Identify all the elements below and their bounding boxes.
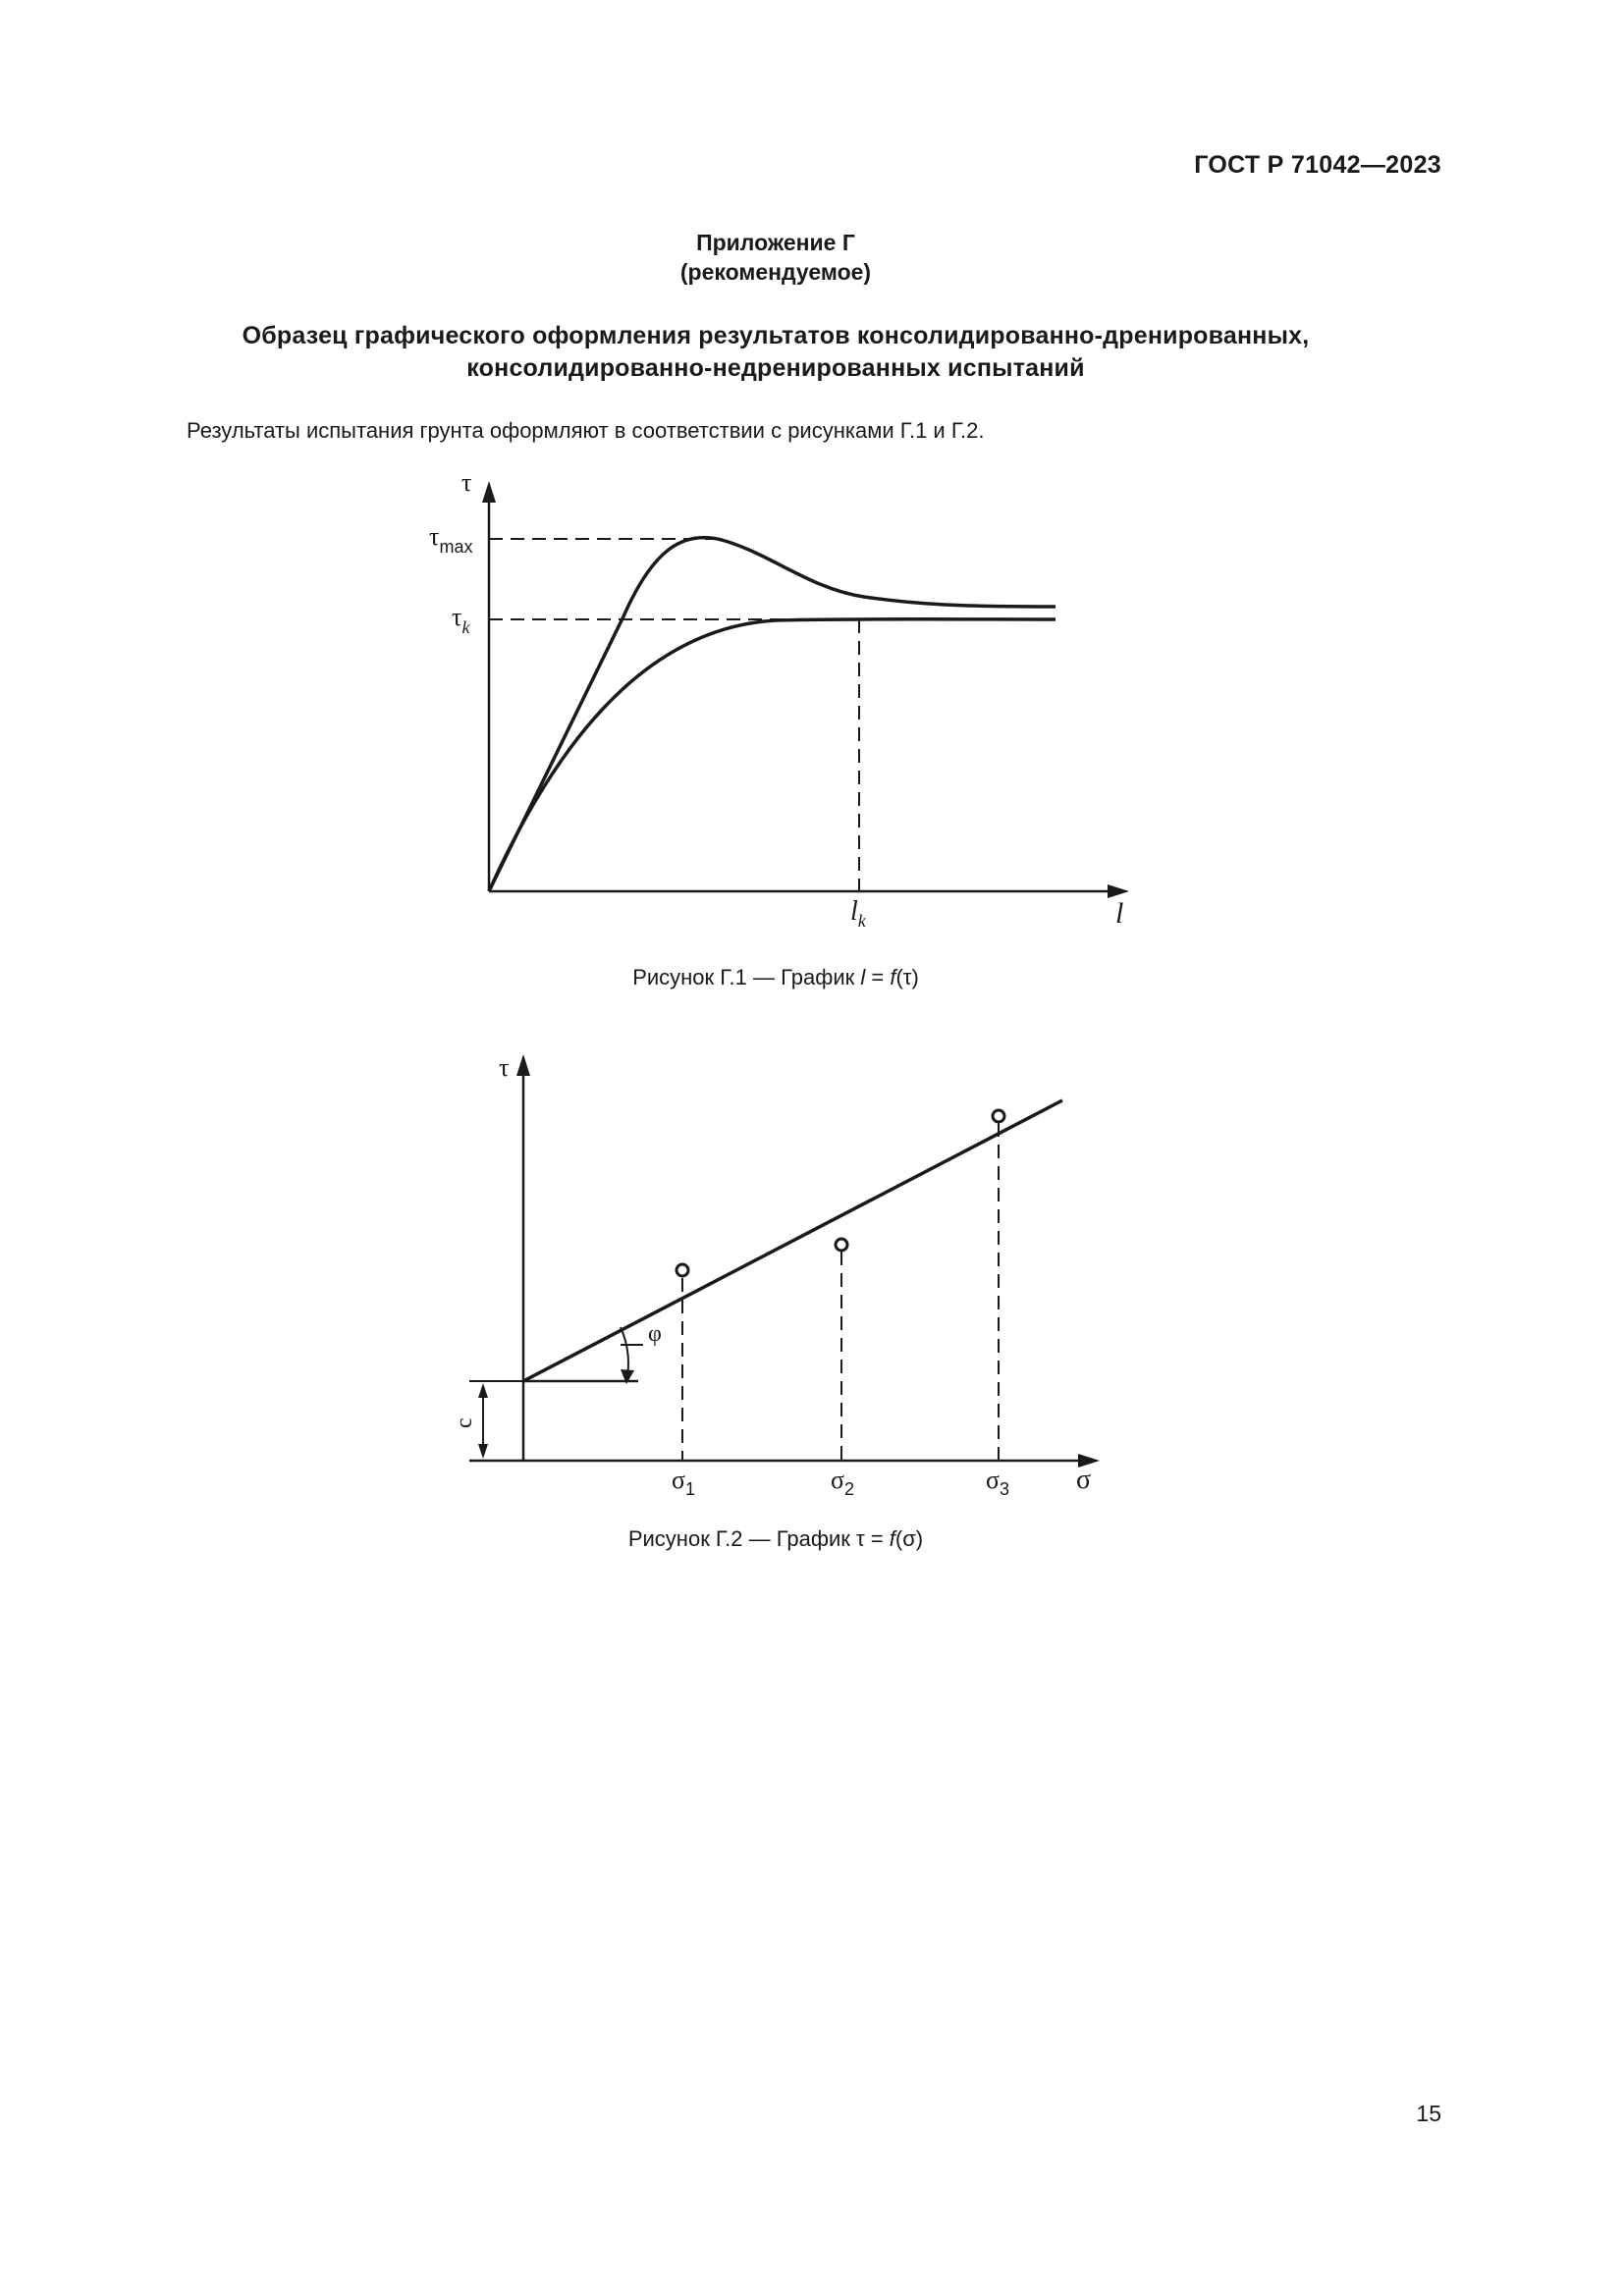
fig2-strength-line — [523, 1100, 1062, 1381]
page-number: 15 — [1416, 2101, 1441, 2126]
fig1-tau-max-label: $\tau_{max}$ — [429, 522, 473, 557]
fig1-y-axis-label: τ — [461, 468, 472, 497]
fig2-x-axis — [469, 1454, 1100, 1468]
appendix-heading — [0, 228, 1551, 287]
fig2-y-axis-label: τ — [499, 1053, 510, 1082]
fig2-cohesion-label: c — [452, 1417, 477, 1428]
fig2-sigma2-label: $\sigma_2$ — [831, 1466, 855, 1499]
fig1-tau-k-label: $\tau_k$ — [452, 603, 470, 637]
fig2-sigma1-label: $\sigma_1$ — [672, 1466, 696, 1499]
fig2-test-point-3 — [993, 1110, 1004, 1122]
intro-paragraph: Результаты испытания грунта оформляют в соответствии с рисунками Г.1 и Г.2. — [187, 418, 985, 443]
fig2-sigma3-label: $\sigma_3$ — [986, 1466, 1010, 1499]
section-title-line1: Образец графического оформления результатов консолидированно-дренированных, — [242, 322, 1310, 349]
fig1-peak-curve — [489, 538, 1056, 891]
fig1-monotonic-curve — [489, 619, 1056, 891]
fig2-y-axis — [516, 1054, 530, 1461]
fig2-x-axis-label: σ — [1076, 1465, 1092, 1495]
figure-2-caption: Рисунок Г.2 — График τ = f(σ) — [627, 1526, 924, 1551]
figure-2-chart — [0, 1041, 1624, 1502]
appendix-title: Приложение Г — [696, 230, 855, 255]
appendix-status: (рекомендуемое) — [679, 259, 872, 285]
figure-1-caption: Рисунок Г.1 — График l = f(τ) — [632, 965, 919, 989]
fig2-test-point-1 — [677, 1264, 688, 1276]
fig1-x-axis — [489, 884, 1129, 898]
fig1-y-axis — [482, 481, 496, 891]
document-code: ГОСТ Р 71042—2023 — [1194, 151, 1441, 179]
section-title-line2: консолидированно-недренированных испытаний — [466, 354, 1085, 382]
fig1-l-k-label: $l_k$ — [850, 896, 866, 931]
fig2-test-point-2 — [836, 1239, 847, 1251]
section-title — [0, 320, 1551, 385]
fig2-cohesion-dimension — [469, 1381, 523, 1459]
fig2-angle-label: φ — [648, 1321, 662, 1347]
fig1-x-axis-label: l — [1115, 897, 1124, 930]
figure-1-chart — [0, 461, 1624, 952]
